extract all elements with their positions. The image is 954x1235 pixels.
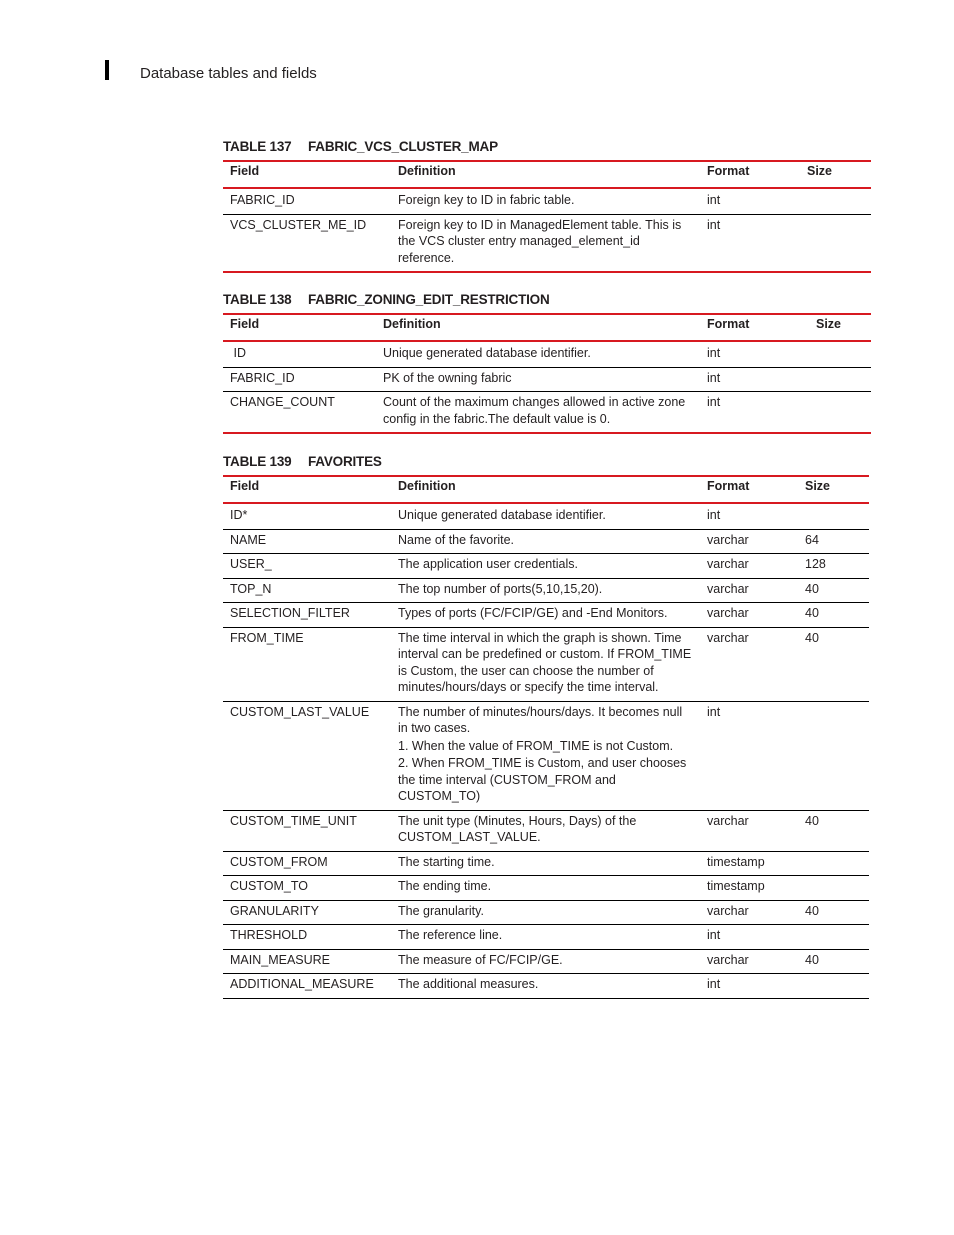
table-row [223, 504, 869, 530]
definition-line: PK of the owning fabric [383, 370, 512, 385]
definition-line: The application user credentials. [398, 557, 578, 571]
field-cell: FABRIC_ID [230, 370, 295, 385]
table-number: TABLE 137 [223, 139, 292, 154]
field-cell: NAME [230, 532, 267, 547]
definition-line: Types of ports (FC/FCIP/GE) and -End Monitors. [398, 606, 668, 620]
column-header-size: Size [816, 317, 842, 331]
definition-line: Unique generated database identifier. [383, 346, 591, 360]
format-cell: int [707, 928, 721, 942]
definition-line: The additional measures. [398, 977, 539, 991]
format-cell: varchar [707, 606, 749, 620]
definition-line: the time interval (CUSTOM_FROM and CUSTOM_TO) [398, 772, 616, 803]
field-cell: CUSTOM_TIME_UNIT [230, 813, 357, 828]
table-row [223, 215, 871, 274]
definition-line: Count of the maximum changes allowed in active zone [383, 395, 686, 409]
field-cell: SELECTION_FILTER [230, 606, 350, 620]
size-cell [800, 217, 871, 267]
format-cell: varchar [707, 557, 749, 571]
format-cell: varchar [707, 952, 749, 967]
format-cell: int [707, 977, 721, 991]
format-cell: int [707, 370, 721, 385]
definition-line: Name of the favorite. [398, 532, 515, 547]
field-cell: CHANGE_COUNT [230, 395, 335, 409]
table-name: FABRIC_ZONING_EDIT_RESTRICTION [308, 292, 550, 307]
size-cell [800, 192, 871, 209]
table-number: TABLE 139 [223, 454, 292, 469]
definition-line: Foreign key to ID in ManagedElement table. This is [398, 217, 682, 232]
table-row [223, 603, 869, 628]
definition-cell [391, 217, 700, 267]
format-cell: int [707, 395, 721, 409]
table-row [223, 368, 871, 393]
definition-line: config in the fabric.The default value is 0. [383, 411, 611, 426]
definition-cell [391, 854, 700, 871]
definition-line: CUSTOM_LAST_VALUE. [398, 830, 541, 844]
column-header-format: Format [707, 317, 750, 331]
column-header-field: Field [230, 164, 260, 178]
size-cell: 40 [805, 606, 819, 620]
table-row [223, 852, 869, 877]
definition-cell [376, 394, 700, 427]
field-cell: MAIN_MEASURE [230, 952, 331, 967]
size-cell [798, 976, 869, 993]
field-cell: VCS_CLUSTER_ME_ID [230, 217, 367, 232]
column-header-size: Size [805, 479, 831, 493]
size-cell: 128 [805, 557, 826, 571]
definition-line: minutes/hours/days or specify the time interval. [398, 680, 659, 694]
definition-line: The time interval in which the graph is shown. Time [398, 630, 682, 645]
column-header-field: Field [230, 317, 260, 331]
definition-cell [391, 813, 700, 846]
field-cell: FROM_TIME [230, 630, 304, 645]
definition-cell [391, 507, 700, 524]
definition-cell [391, 192, 700, 209]
size-cell [798, 507, 869, 524]
table-row [223, 811, 869, 852]
table-row [223, 974, 869, 999]
definition-cell [376, 370, 700, 387]
field-cell: GRANULARITY [230, 903, 319, 918]
definition-line: 1. When the value of FROM_TIME is not Custom. [398, 738, 674, 753]
table-row [223, 530, 869, 555]
definition-line: The reference line. [398, 928, 503, 942]
definition-line: The number of minutes/hours/days. It becomes null [398, 704, 683, 719]
field-cell: THRESHOLD [230, 928, 308, 942]
format-cell: int [707, 346, 721, 360]
definition-cell [376, 345, 700, 362]
table-row [223, 189, 871, 215]
definition-line: The unit type (Minutes, Hours, Days) of the [398, 813, 637, 828]
format-cell: timestamp [707, 879, 765, 893]
definition-cell [391, 878, 700, 895]
table-name: FABRIC_VCS_CLUSTER_MAP [308, 139, 498, 154]
size-cell [798, 704, 869, 805]
table-table-138 [223, 293, 871, 434]
format-cell: varchar [707, 813, 749, 828]
table-header-row [223, 477, 869, 504]
definition-cell [391, 976, 700, 993]
column-header-definition: Definition [398, 479, 456, 493]
table-row [223, 392, 871, 434]
table-row [223, 628, 869, 702]
definition-line: Unique generated database identifier. [398, 508, 606, 522]
column-header-size: Size [807, 164, 833, 178]
size-cell [809, 394, 871, 427]
definition-line: in two cases. [398, 721, 471, 735]
size-cell [809, 345, 871, 362]
table-table-139 [223, 455, 869, 999]
change-bar [105, 60, 109, 80]
table-row [223, 342, 871, 368]
definition-line: is Custom, the user can choose the number of [398, 663, 654, 678]
table-row [223, 925, 869, 950]
table-row [223, 901, 869, 926]
size-cell: 40 [805, 903, 819, 918]
table-header-row [223, 162, 871, 189]
size-cell: 40 [805, 813, 819, 828]
definition-line: The granularity. [398, 903, 484, 918]
format-cell: varchar [707, 532, 749, 547]
definition-cell [391, 927, 700, 944]
definition-line: reference. [398, 250, 455, 265]
format-cell: varchar [707, 581, 749, 596]
table-caption [223, 455, 869, 475]
column-header-definition: Definition [383, 317, 441, 331]
format-cell: int [707, 704, 721, 719]
size-cell [798, 878, 869, 895]
definition-line: The measure of FC/FCIP/GE. [398, 952, 563, 967]
format-cell: int [707, 193, 721, 207]
definition-cell [391, 581, 700, 598]
column-header-definition: Definition [398, 164, 456, 178]
table-row [223, 950, 869, 975]
field-cell: CUSTOM_LAST_VALUE [230, 704, 370, 719]
table-table-137 [223, 140, 871, 273]
format-cell: varchar [707, 630, 749, 645]
size-cell: 40 [805, 630, 819, 645]
field-cell: CUSTOM_FROM [230, 854, 328, 869]
size-cell [798, 854, 869, 871]
table-header-row [223, 315, 871, 342]
definition-cell [391, 556, 700, 573]
field-cell: ADDITIONAL_MEASURE [230, 977, 374, 991]
definition-cell [391, 532, 700, 549]
field-cell: CUSTOM_TO [230, 879, 309, 893]
size-cell [798, 927, 869, 944]
table-body [223, 475, 869, 999]
definition-line: interval can be predefined or custom. If FROM_TIME [398, 647, 692, 661]
format-cell: int [707, 508, 721, 522]
table-row [223, 554, 869, 579]
format-cell: timestamp [707, 854, 765, 869]
table-caption [223, 293, 871, 313]
table-number: TABLE 138 [223, 292, 292, 307]
column-header-format: Format [707, 479, 750, 493]
table-body [223, 313, 871, 434]
table-row [223, 579, 869, 604]
field-cell: ID* [230, 508, 248, 522]
size-cell: 40 [805, 952, 819, 967]
format-cell: int [707, 217, 721, 232]
definition-cell [391, 952, 700, 969]
field-cell: TOP_N [230, 581, 272, 596]
field-cell: ID [230, 346, 246, 360]
format-cell: varchar [707, 903, 749, 918]
table-row [223, 876, 869, 901]
definition-line: Foreign key to ID in fabric table. [398, 193, 575, 207]
size-cell: 40 [805, 581, 819, 596]
definition-line: The starting time. [398, 854, 495, 869]
size-cell: 64 [805, 532, 819, 547]
column-header-format: Format [707, 164, 750, 178]
definition-line: The top number of ports(5,10,15,20). [398, 581, 603, 596]
definition-cell [391, 903, 700, 920]
table-caption [223, 140, 871, 160]
table-name: FAVORITES [308, 454, 382, 469]
field-cell: FABRIC_ID [230, 193, 295, 207]
definition-cell [391, 605, 700, 622]
definition-cell [391, 704, 700, 805]
column-header-field: Field [230, 479, 260, 493]
definition-cell [391, 630, 700, 696]
definition-line: 2. When FROM_TIME is Custom, and user chooses [398, 756, 687, 770]
field-cell: USER_ [230, 557, 272, 571]
definition-line: The ending time. [398, 879, 492, 893]
size-cell [809, 370, 871, 387]
page-header: Database tables and fields [140, 65, 317, 82]
table-body [223, 160, 871, 273]
table-row [223, 702, 869, 811]
definition-line: the VCS cluster entry managed_element_id [398, 234, 640, 248]
